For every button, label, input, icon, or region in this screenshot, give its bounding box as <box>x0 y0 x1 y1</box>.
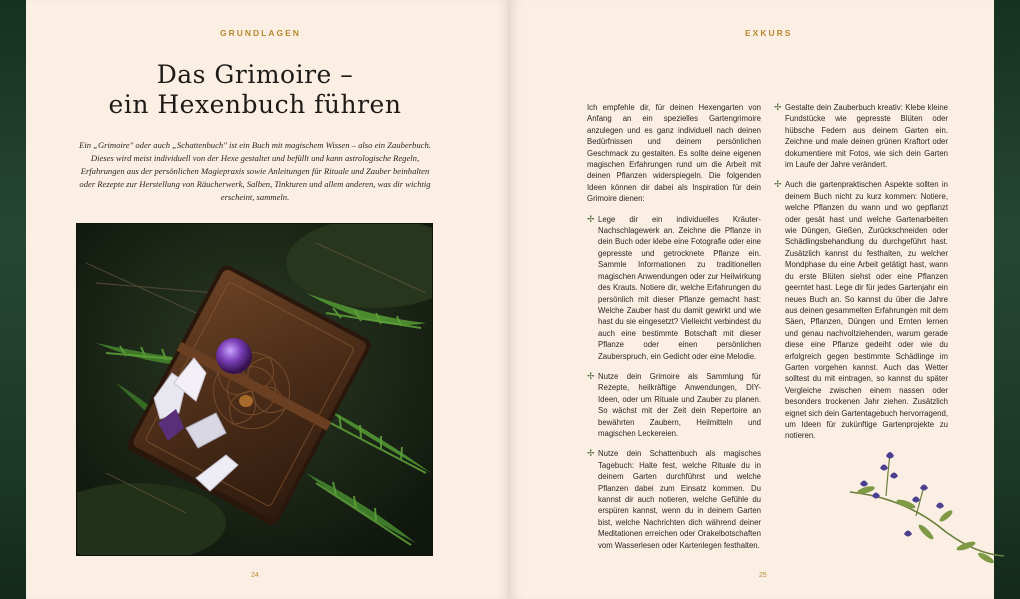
page-number-right: 25 <box>759 572 767 579</box>
running-head-left: GRUNDLAGEN <box>220 28 301 38</box>
leaf-bullet-icon: ✢ <box>774 179 782 190</box>
grimoire-photo <box>76 223 433 556</box>
forest-edge-left <box>0 0 26 599</box>
title-line-1: Das Grimoire – <box>156 60 354 89</box>
bullet-item: ✢ Lege dir ein individuelles Kräuter-Nachschlagewerk an. Zeichne die Pflanze in dein Buch oder klebe eine Fotografie oder eine gepresste und getrocknete Pflanze ein. Sammle Informationen zu traditionellen magischen Anwendungen oder zur Heilwirkung des Krauts. Notiere dir, welche Erfahrungen du persönlich mit dieser Pflanze gemacht hast: Welche Zauber hast du damit gewirkt und wie hast du sie eingesetzt? Vielleicht verbindest du auch eine bestimmte Botschaft mit dieser Pflanze oder einen persönlichen Zauberspruch, ein Gedicht oder eine Melodie. <box>587 213 761 361</box>
text-column-1 <box>587 102 761 560</box>
page-number-left: 24 <box>251 572 259 579</box>
leaf-bullet-icon: ✢ <box>587 213 595 224</box>
flower-sprig-illustration <box>846 446 1006 576</box>
leaf-bullet-icon: ✢ <box>774 102 782 112</box>
leaf-bullet-icon: ✢ <box>587 448 595 459</box>
bullet-item: ✢ Gestalte dein Zauberbuch kreativ: Klebe kleine Fundstücke wie gepresste Blüten oder hübsche Federn aus deinem Garten ein. Zeichne und male deinen grünen Kraftort oder dokumentiere mit Fotos, wie sich dein Garten im Laufe der Jahre verändert. <box>774 102 948 170</box>
intro-paragraph: Ein „Grimoire" oder auch „Schattenbuch" ist ein Buch mit magischem Wissen – also ein Zauberbuch. Dieses wird meist individuell von der Hexe gestaltet und befüllt und kann astrologische Regeln, Erfahrungen aus der persönlichen Magiepraxis sowie Anleitungen für Rituale und Zauber beinhalten oder Rezepte zur Herstellung von Räucherwerk, Salben, Tinkturen und allem anderen, was dir wichtig erscheint, sammeln. <box>79 140 431 202</box>
leaf-bullet-icon: ✢ <box>587 370 595 381</box>
page-title <box>60 60 450 120</box>
title-line-2: ein Hexenbuch führen <box>108 90 402 119</box>
bullet-item: ✢ Nutze dein Grimoire als Sammlung für Rezepte, heilkräftige Anwendungen, DIY-Ideen, oder um Rituale und Zauber zu planen. So wächst mit der Zeit dein Repertoire an bewährten Zaubern, Heilmitteln und magischen Leckereien. <box>587 370 761 438</box>
bullet-item: ✢ Nutze dein Schattenbuch als magisches Tagebuch: Halte fest, welche Rituale du in deinem Garten durchführst und welche Pflanzen dabei zum Einsatz kommen. Du kannst dir auch notieren, welche Gefühle du erspüren kannst, wenn du in deinem Garten bist, welche Nachrichten dich während deiner Meditationen erreichen oder Orakelbotschaften vom Wasserlesen oder Kartenlegen festhalten. <box>587 448 761 550</box>
column-intro: Ich empfehle dir, für deinen Hexengarten von Anfang an ein spezielles Gartengrimoire anzulegen und es ganz individuell nach deinen Bedürfnissen und deinem persönlichen Geschmack zu gestalten. Es sollte deine eigenen magischen Erfahrungen rund um die Arbeit mit deinen Pflanzen widerspiegeln. Die folgenden Ideen können dir dabei als Inspiration für dein Grimoire dienen: <box>587 103 761 204</box>
text-column-2 <box>774 102 948 451</box>
bullet-item: ✢ Auch die gartenpraktischen Aspekte sollten in deinem Buch nicht zu kurz kommen: Notiere, welche Pflanzen du wann und wo gepflanzt oder gesät hast und welche Gartenarbeiten wie Düngen, Gießen, Zurückschneiden oder Schädlingsbehandlung du durchgeführt hast. Zusätzlich kannst du festhalten, zu welcher Mondphase du eine Arbeit getätigt hast, wann du erste Blüten siehst oder eine Pflanzen geerntet hast. Lege dir für jedes Gartenjahr ein neues Buch an. So kannst du über die Jahre aus deinen gesammelten Erfahrungen mit dem Säen, Pflanzen, Düngen und Ernten lernen und genau nachvollziehenden, warum gerade diese eine Pflanze gedeiht oder wie du erfolgreich gegen bestimmte Schädlinge im Garten vorgehen kannst. Auch das Wetter solltest du mit eintragen, so kannst du später Vergleiche zwischen einem nassen oder besonders trockenen Jahr ziehen. Zusätzlich eignet sich dein Gartentagebuch hervorragend, um Ideen für zukünftige Gartenprojekte zu notieren. <box>774 179 948 441</box>
running-head-right: EXKURS <box>745 28 793 38</box>
